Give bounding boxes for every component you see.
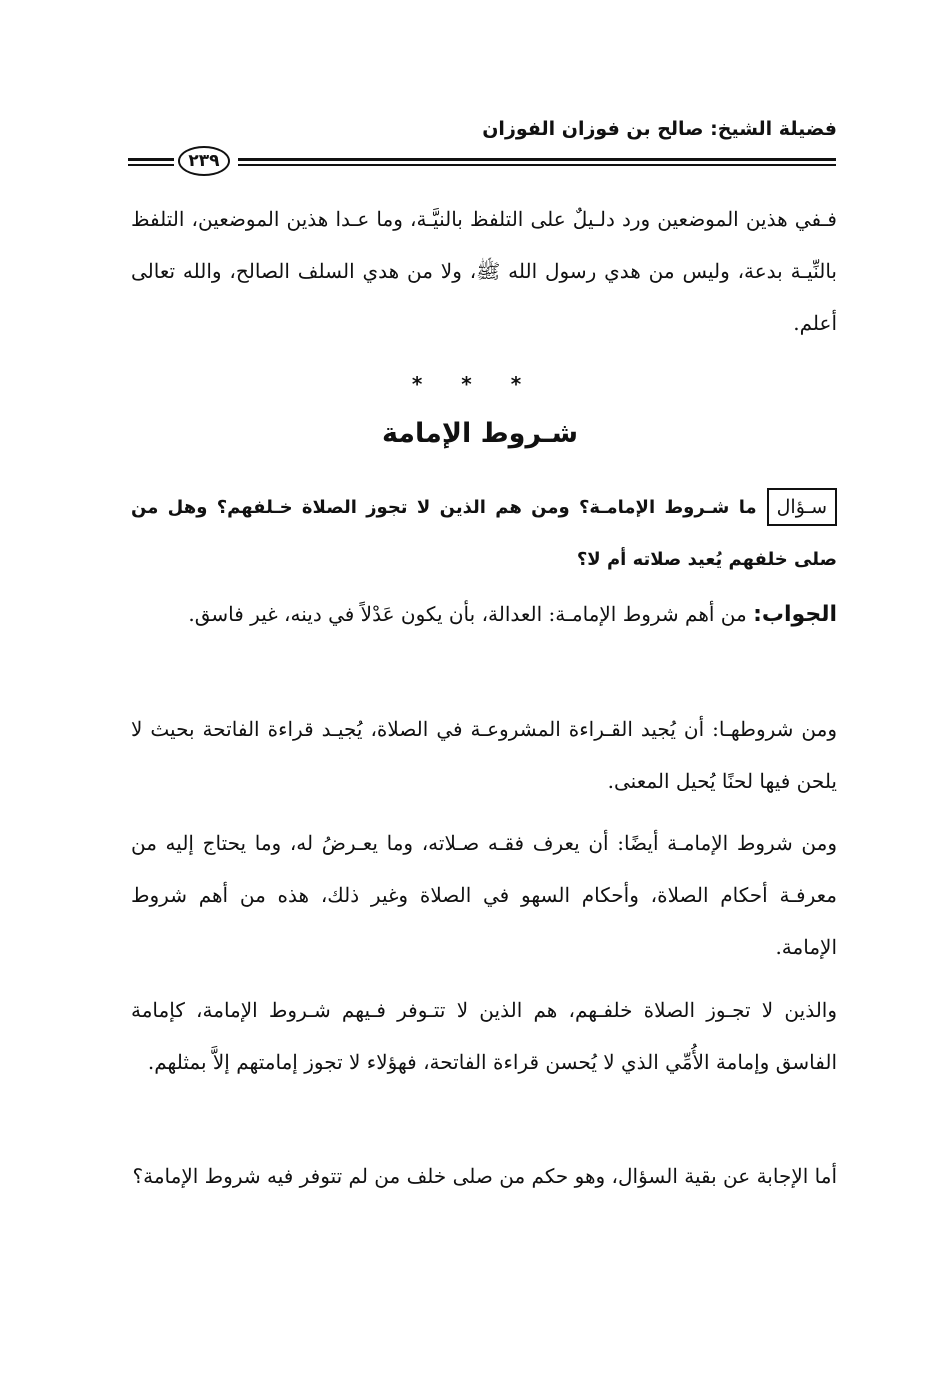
paragraph-not-allowed: والذين لا تجـوز الصلاة خلفـهم، هم الذين لا تتـوفر فـيهم شـروط الإمامة، كإمامة الفاسق وإمامة الأُمِّي الذي لا يُحسن قراءة الفاتحة، فهؤلاء لا تجوز إمامتهم إلاَّ بمثلهم.	[131, 998, 837, 1074]
paragraph-intro: فـفي هذين الموضعين ورد دلـيلٌ على التلفظ بالنيَّـة، وما عـدا هذين الموضعين، التلفظ بالنِّيـة بدعة، وليس من هدي رسول الله ﷺ، ولا من هدي السلف الصالح، والله تعالى أعلم.	[131, 207, 837, 335]
header-rule-left	[128, 158, 174, 166]
question-label: سـؤال	[767, 488, 837, 526]
answer-label: الجواب:	[753, 602, 837, 627]
paragraph-knowledge: ومن شروط الإمامـة أيضًا: أن يعرف فقـه صـلاته، وما يعـرضُ له، وما يحتاج إليه من معرفـة أحكام الصلاة، وأحكام السهو في الصلاة وغير ذلك، هذه من أهم شروط الإمامة.	[131, 831, 837, 959]
header-rule	[128, 150, 836, 172]
question-text: ما شـروط الإمامـة؟ ومن هم الذين لا تجوز الصلاة خـلفهم؟ وهل من صلى خلفهم يُعيد صلاته أم لا؟	[131, 497, 837, 570]
paragraph-answer	[131, 588, 837, 641]
section-separator: * * *	[411, 372, 538, 396]
answer-text: من أهم شروط الإمامـة: العدالة، بأن يكون عَدْلاً في دينه، غير فاسق.	[188, 602, 747, 626]
paragraph-recitation: ومن شروطهـا: أن يُجيد القـراءة المشروعـة في الصلاة، يُجيـد قراءة الفاتحة بحيث لا يلحن فيها لحنًا يُحيل المعنى.	[131, 717, 837, 793]
page-number: ٢٣٩	[178, 146, 230, 176]
header-rule-right	[238, 158, 836, 166]
running-head-title: فضيلة الشيخ: صالح بن فوزان الفوزان	[482, 118, 837, 140]
paragraph-remaining-question: أما الإجابة عن بقية السؤال، وهو حكم من صلى خلف من لم تتوفر فيه شروط الإمامة؟	[132, 1164, 837, 1188]
question-block	[131, 482, 837, 586]
section-title: شـروط الإمامة	[381, 418, 579, 449]
